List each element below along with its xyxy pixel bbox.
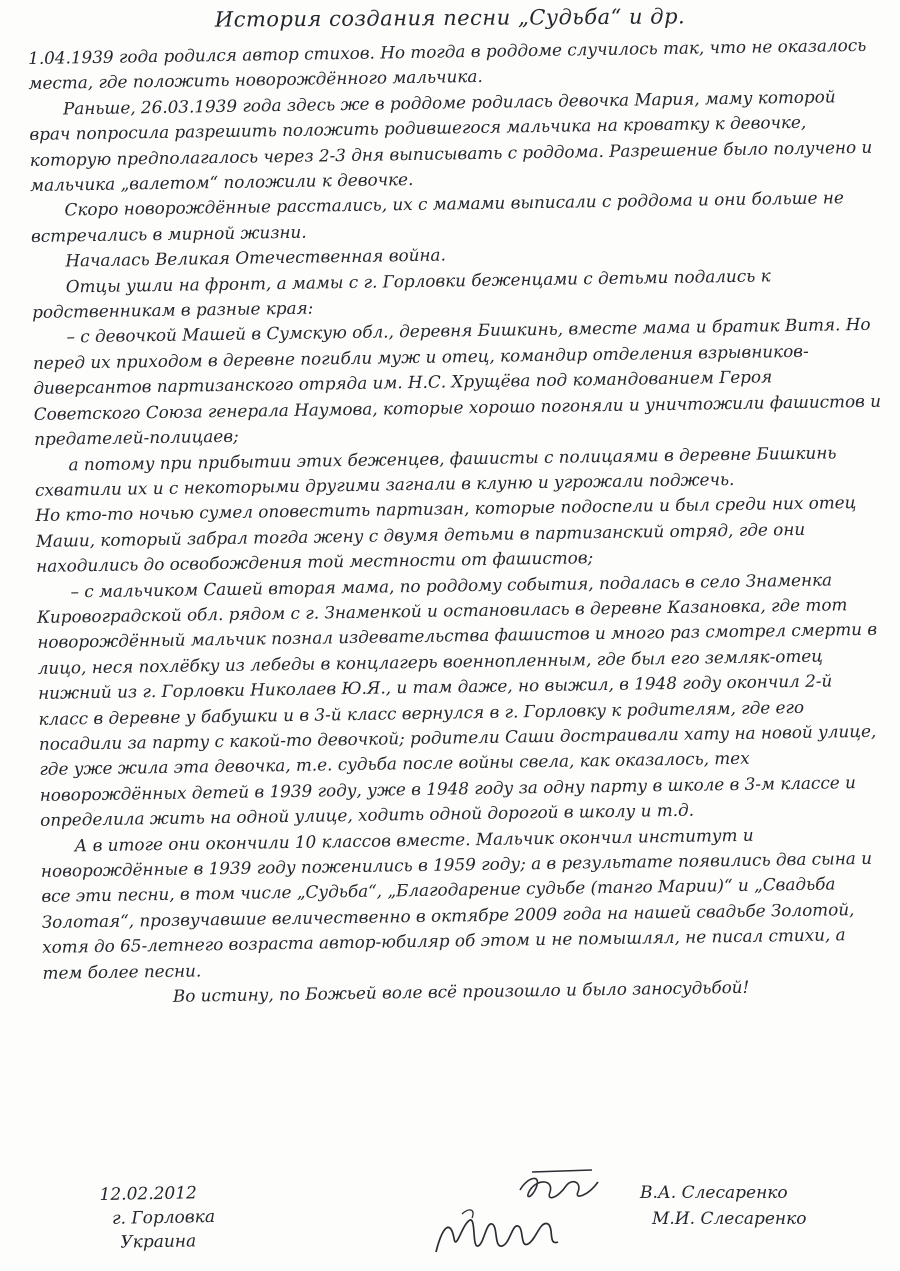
paragraph: а потому при прибытии этих беженцев, фашисты с полицаями в деревне Бишкинь схватили их и с некоторыми другими загнали в клуню и угрожали поджечь. <box>34 441 837 500</box>
paragraph: Скоро новорождённые расстались, их с мамами выписали с роддома и они больше не встречались в мирной жизни. <box>30 187 844 246</box>
country: Украина <box>120 1231 197 1253</box>
signature-names <box>640 1180 807 1232</box>
paragraph: – с девочкой Машей в Сумскую обл., деревня Бишкинь, вместе мама и братик Витя. Но перед их приходом в деревне погибли муж и отец, командир отделения взрывников-диверсантов партизанского отряда им. Н.С. Хрущёва под командованием Героя Советского Союза генерала Наумова, которые хорошо погоняли и уничтожили фашистов и предателей-полицаев; <box>32 314 882 450</box>
page-title: История создания песни „Судьба“ и др. <box>214 4 686 32</box>
paragraph: Раньше, 26.03.1939 года здесь же в роддоме родилась девочка Мария, маму которой врач попросила разрешить положить родившегося мальчика на кроватку к девочке, которую предполагалось через 2-3 дня выписывать с роддома. Разрешение было получено и мальчика „валетом“ положили к девочке. <box>29 86 873 196</box>
date: 12.02.2012 <box>99 1183 198 1206</box>
paragraph: Началась Великая Отечественная война. <box>65 244 446 271</box>
handwritten-signatures <box>432 1168 632 1258</box>
date-place-block <box>99 1181 215 1255</box>
paragraph: 1.04.1939 года родился автор стихов. Но тогда в роддоме случилось так, что не оказалось места, где положить новорождённого мальчика. <box>28 34 867 94</box>
paragraph: Во истину, по Божьей воле всё произошло и было заносудьбой! <box>172 976 750 1006</box>
city: г. Горловка <box>111 1206 216 1229</box>
paragraph: А в итоге они окончили 10 классов вместе. Мальчик окончил институт и новорождённые в 1939 году поженились в 1959 году; а в результате появились два сына и все эти песни, в том числе „Судьба“, „Благодарение судьбе (танго Марии)“ и „Свадьба Золотая“, прозвучавшие величественно в октябре 2009 года на нашей свадьбе Золотой, хотя до 65-летнего возраста автор-юбиляр об этом и не помышлял, не писал стихи, а тем более песни. <box>40 824 873 983</box>
paragraph: – с мальчиком Сашей вторая мама, по роддому события, подалась в село Знаменка Кировоградской обл. рядом с г. Знаменкой и остановилась в деревне Казановка, где тот новорождённый мальчик познал издевательства фашистов и много раз смотрел смерти в лицо, неся похлёбку из лебеды в концлагерь военнопленным, где был его земляк-отец нижний из г. Горловки Николаев Ю.Я., и там даже, но выжил, в 1948 году окончил 2-й класс в деревне у бабушки и в 3-й класс вернулся в г. Горловку к родителям, где его посадили за парту с какой-то девочкой; родители Саши достраивали хату на новой улице, где уже жила эта девочка, т.е. судьба после войны свела, как оказалось, тех новорождённых детей в 1939 году, уже в 1948 году за одну парту в школе в 3-м классе и определила жить на одной улице, ходить одной дорогой в школу и т.д. <box>36 568 878 831</box>
signature-name: М.И. Слесаренко <box>652 1209 807 1229</box>
signature-name: В.А. Слесаренко <box>640 1183 788 1203</box>
paragraph: Отцы ушли на фронт, а мамы с г. Горловки беженцами с детьми подались к родственникам в разные края: <box>32 265 771 323</box>
letter-body <box>28 33 891 1012</box>
paragraph: Но кто-то ночью сумел оповестить партизан, которые подоспели и был среди них отец Маши, который забрал тогда жену с двумя детьми в партизанский отряд, где они находились до освобождения той местности от фашистов; <box>35 492 857 577</box>
